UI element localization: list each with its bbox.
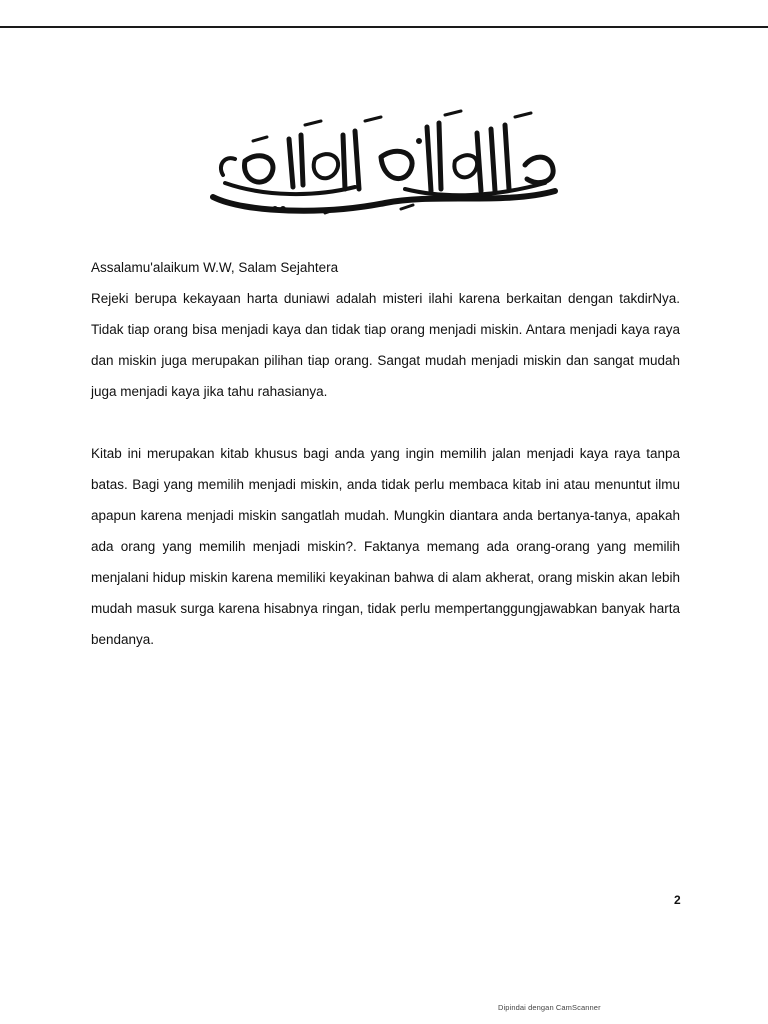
scanner-watermark: Dipindai dengan CamScanner xyxy=(498,1003,601,1012)
bismillah-calligraphy xyxy=(205,105,565,225)
paragraph-spacer xyxy=(91,407,680,438)
paragraph-1: Rejeki berupa kekayaan harta duniawi adalah misteri ilahi karena berkaitan dengan takdirNya. Tidak tiap orang bisa menjadi kaya dan tidak tiap orang menjadi miskin. Antara menjadi kaya raya dan miskin juga merupakan pilihan tiap orang. Sangat mudah menjadi miskin dan sangat mudah juga menjadi kaya jika tahu rahasianya. xyxy=(91,291,680,399)
top-border-line xyxy=(0,26,768,28)
paragraph-2: Kitab ini merupakan kitab khusus bagi anda yang ingin memilih jalan menjadi kaya raya tanpa batas. Bagi yang memilih menjadi miskin, anda tidak perlu membaca kitab ini atau menuntut ilmu apapun karena menjadi miskin sangatlah mudah. Mungkin diantara anda bertanya-tanya, apakah ada orang yang memilih menjadi miskin?. Faktanya memang ada orang-orang yang memilih menjalani hidup miskin karena memiliki keyakinan bahwa di alam akherat, orang miskin akan lebih mudah masuk surga karena hisabnya ringan, tidak perlu mempertanggungjawabkan banyak harta bendanya. xyxy=(91,446,680,647)
greeting-line: Assalamu'alaikum W.W, Salam Sejahtera xyxy=(91,260,339,275)
letter-body xyxy=(91,252,680,655)
bismillah-calligraphy-image xyxy=(205,105,565,225)
page-number: 2 xyxy=(674,893,681,907)
